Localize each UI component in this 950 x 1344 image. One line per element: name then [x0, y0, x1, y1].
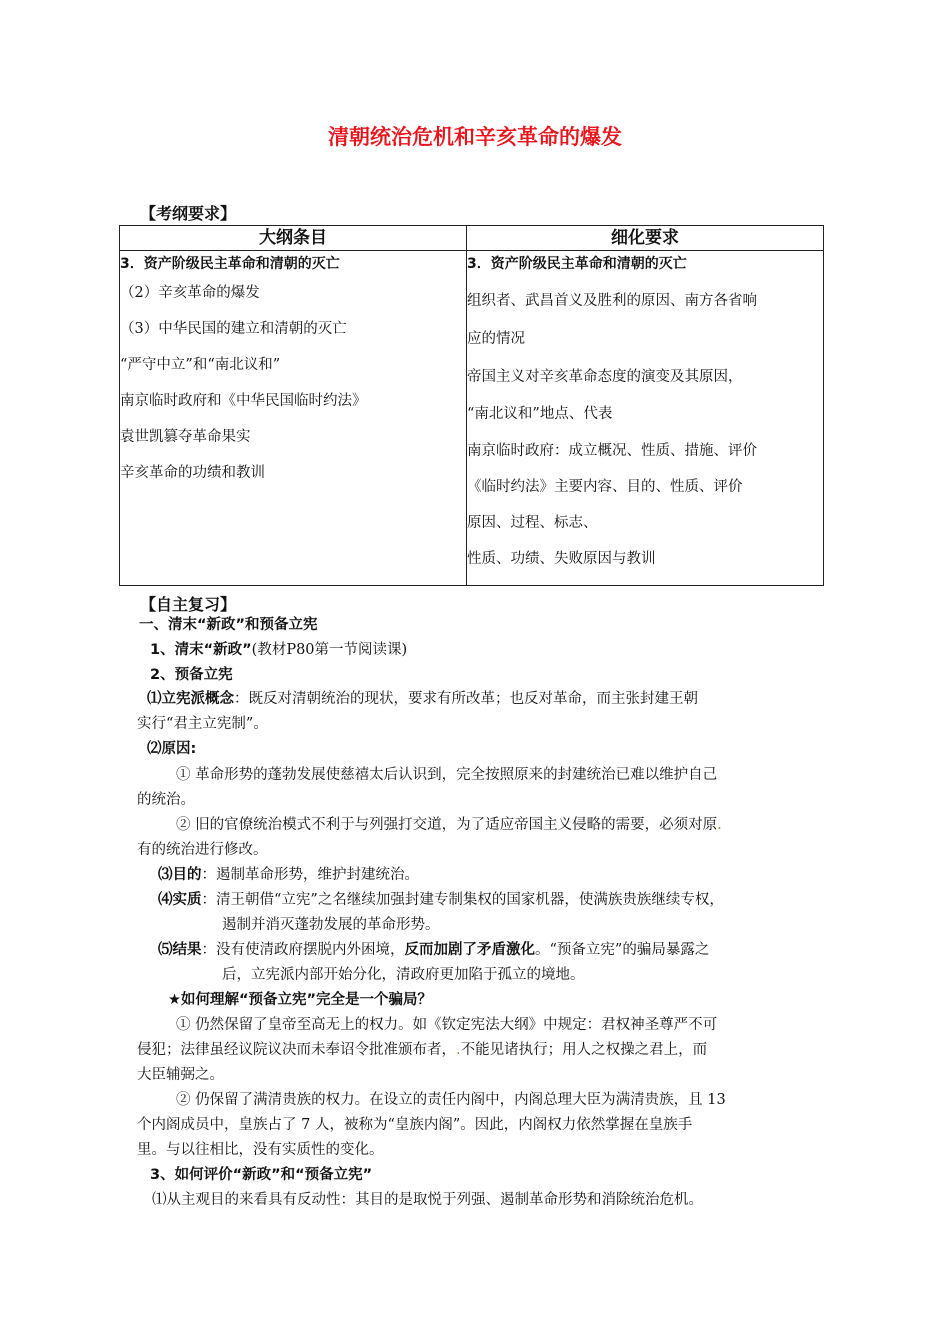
outline-cell [120, 251, 467, 586]
detail-item: 帝国主义对辛亥革命态度的演变及其原因， [467, 369, 743, 385]
paragraph: ⑷实质：清王朝借“立宪”之名继续加强封建专制集权的国家机器，使满族贵族继续专权， [158, 892, 724, 908]
paragraph: 后，立宪派内部开始分化，清政府更加陷于孤立的境地。 [222, 967, 585, 983]
paragraph: 侵犯；法律虽经议院议决而未奉诏令批准颁布者，.不能见诸执行；用人之权操之君上，而 [137, 1042, 708, 1058]
paragraph: ② 旧的官僚统治模式不利于与列强打交道，为了适应帝国主义侵略的需要，必须对原. [176, 817, 722, 833]
question-heading: ★如何理解“预备立宪”完全是一个骗局？ [168, 992, 433, 1008]
paragraph-label: ⑵原因: [147, 741, 197, 757]
section-heading: 一、清末“新政”和预备立宪 [139, 617, 318, 633]
outline-item: （3）中华民国的建立和清朝的灭亡 [120, 321, 347, 337]
review-heading: 【自主复习】 [140, 595, 237, 614]
paragraph: 遏制并消灭蓬勃发展的革命形势。 [222, 917, 440, 933]
outline-item: （2）辛亥革命的爆发 [120, 285, 260, 301]
paragraph: 大臣辅弼之。 [137, 1067, 224, 1083]
detail-cell [467, 251, 824, 586]
syllabus-heading: 【考纲要求】 [140, 204, 237, 223]
page-title: 清朝统治危机和辛亥革命的爆发 [328, 125, 622, 149]
detail-item: 3．资产阶级民主革命和清朝的灭亡 [467, 256, 687, 272]
detail-item: 应的情况 [467, 331, 525, 347]
outline-item: 袁世凯篡夺革命果实 [120, 429, 251, 445]
paragraph: ① 革命形势的蓬勃发展使慈禧太后认识到，完全按照原来的封建统治已难以维护自己 [176, 767, 718, 783]
paragraph: ② 仍保留了满清贵族的权力。在设立的责任内阁中，内阁总理大臣为满清贵族，且 13 [176, 1092, 726, 1108]
paragraph: 有的统治进行修改。 [137, 842, 268, 858]
outline-item: 辛亥革命的功绩和教训 [120, 465, 265, 481]
syllabus-table [119, 225, 824, 586]
paragraph: 里。与以往相比，没有实质性的变化。 [137, 1142, 384, 1158]
detail-item: 性质、功绩、失败原因与教训 [467, 551, 656, 567]
detail-item: 南京临时政府：成立概况、性质、措施、评价 [467, 443, 757, 459]
paragraph: 的统治。 [137, 792, 195, 808]
detail-item: 组织者、武昌首义及胜利的原因、南方各省响 [467, 293, 757, 309]
detail-item: 原因、过程、标志、 [467, 515, 598, 531]
outline-item: 南京临时政府和《中华民国临时约法》 [120, 393, 367, 409]
table-header-detail: 细化要求 [467, 226, 824, 251]
detail-item: 《临时约法》主要内容、目的、性质、评价 [467, 479, 743, 495]
outline-item: 3．资产阶级民主革命和清朝的灭亡 [120, 256, 340, 272]
subsection-heading: 1、清末“新政”(教材P80第一节阅读课) [150, 642, 408, 658]
subsection-heading: 2、预备立宪 [150, 667, 233, 683]
paragraph: ⑸结果：没有使清政府摆脱内外困境，反而加剧了矛盾激化。“预备立宪”的骗局暴露之 [158, 942, 710, 958]
paragraph: ⑶目的：遏制革命形势，维护封建统治。 [158, 867, 419, 883]
detail-item: “南北议和”地点、代表 [467, 406, 613, 422]
paragraph: 个内阁成员中，皇族占了 7 人，被称为“皇族内阁”。因此，内阁权力依然掌握在皇族手 [137, 1117, 693, 1133]
paragraph: ⑴从主观目的来看具有反动性：其目的是取悦于列强、遏制革命形势和消除统治危机。 [152, 1192, 703, 1208]
paragraph: 实行“君主立宪制”。 [137, 716, 268, 732]
paragraph: ① 仍然保留了皇帝至高无上的权力。如《钦定宪法大纲》中规定：君权神圣尊严不可 [176, 1017, 718, 1033]
table-header-outline: 大纲条目 [120, 226, 467, 251]
paragraph: ⑴立宪派概念：既反对清朝统治的现状，要求有所改革；也反对革命，而主张封建王朝 [147, 691, 698, 707]
outline-item: “严守中立”和“南北议和” [120, 357, 281, 373]
subsection-heading: 3、如何评价“新政”和“预备立宪” [150, 1167, 373, 1183]
